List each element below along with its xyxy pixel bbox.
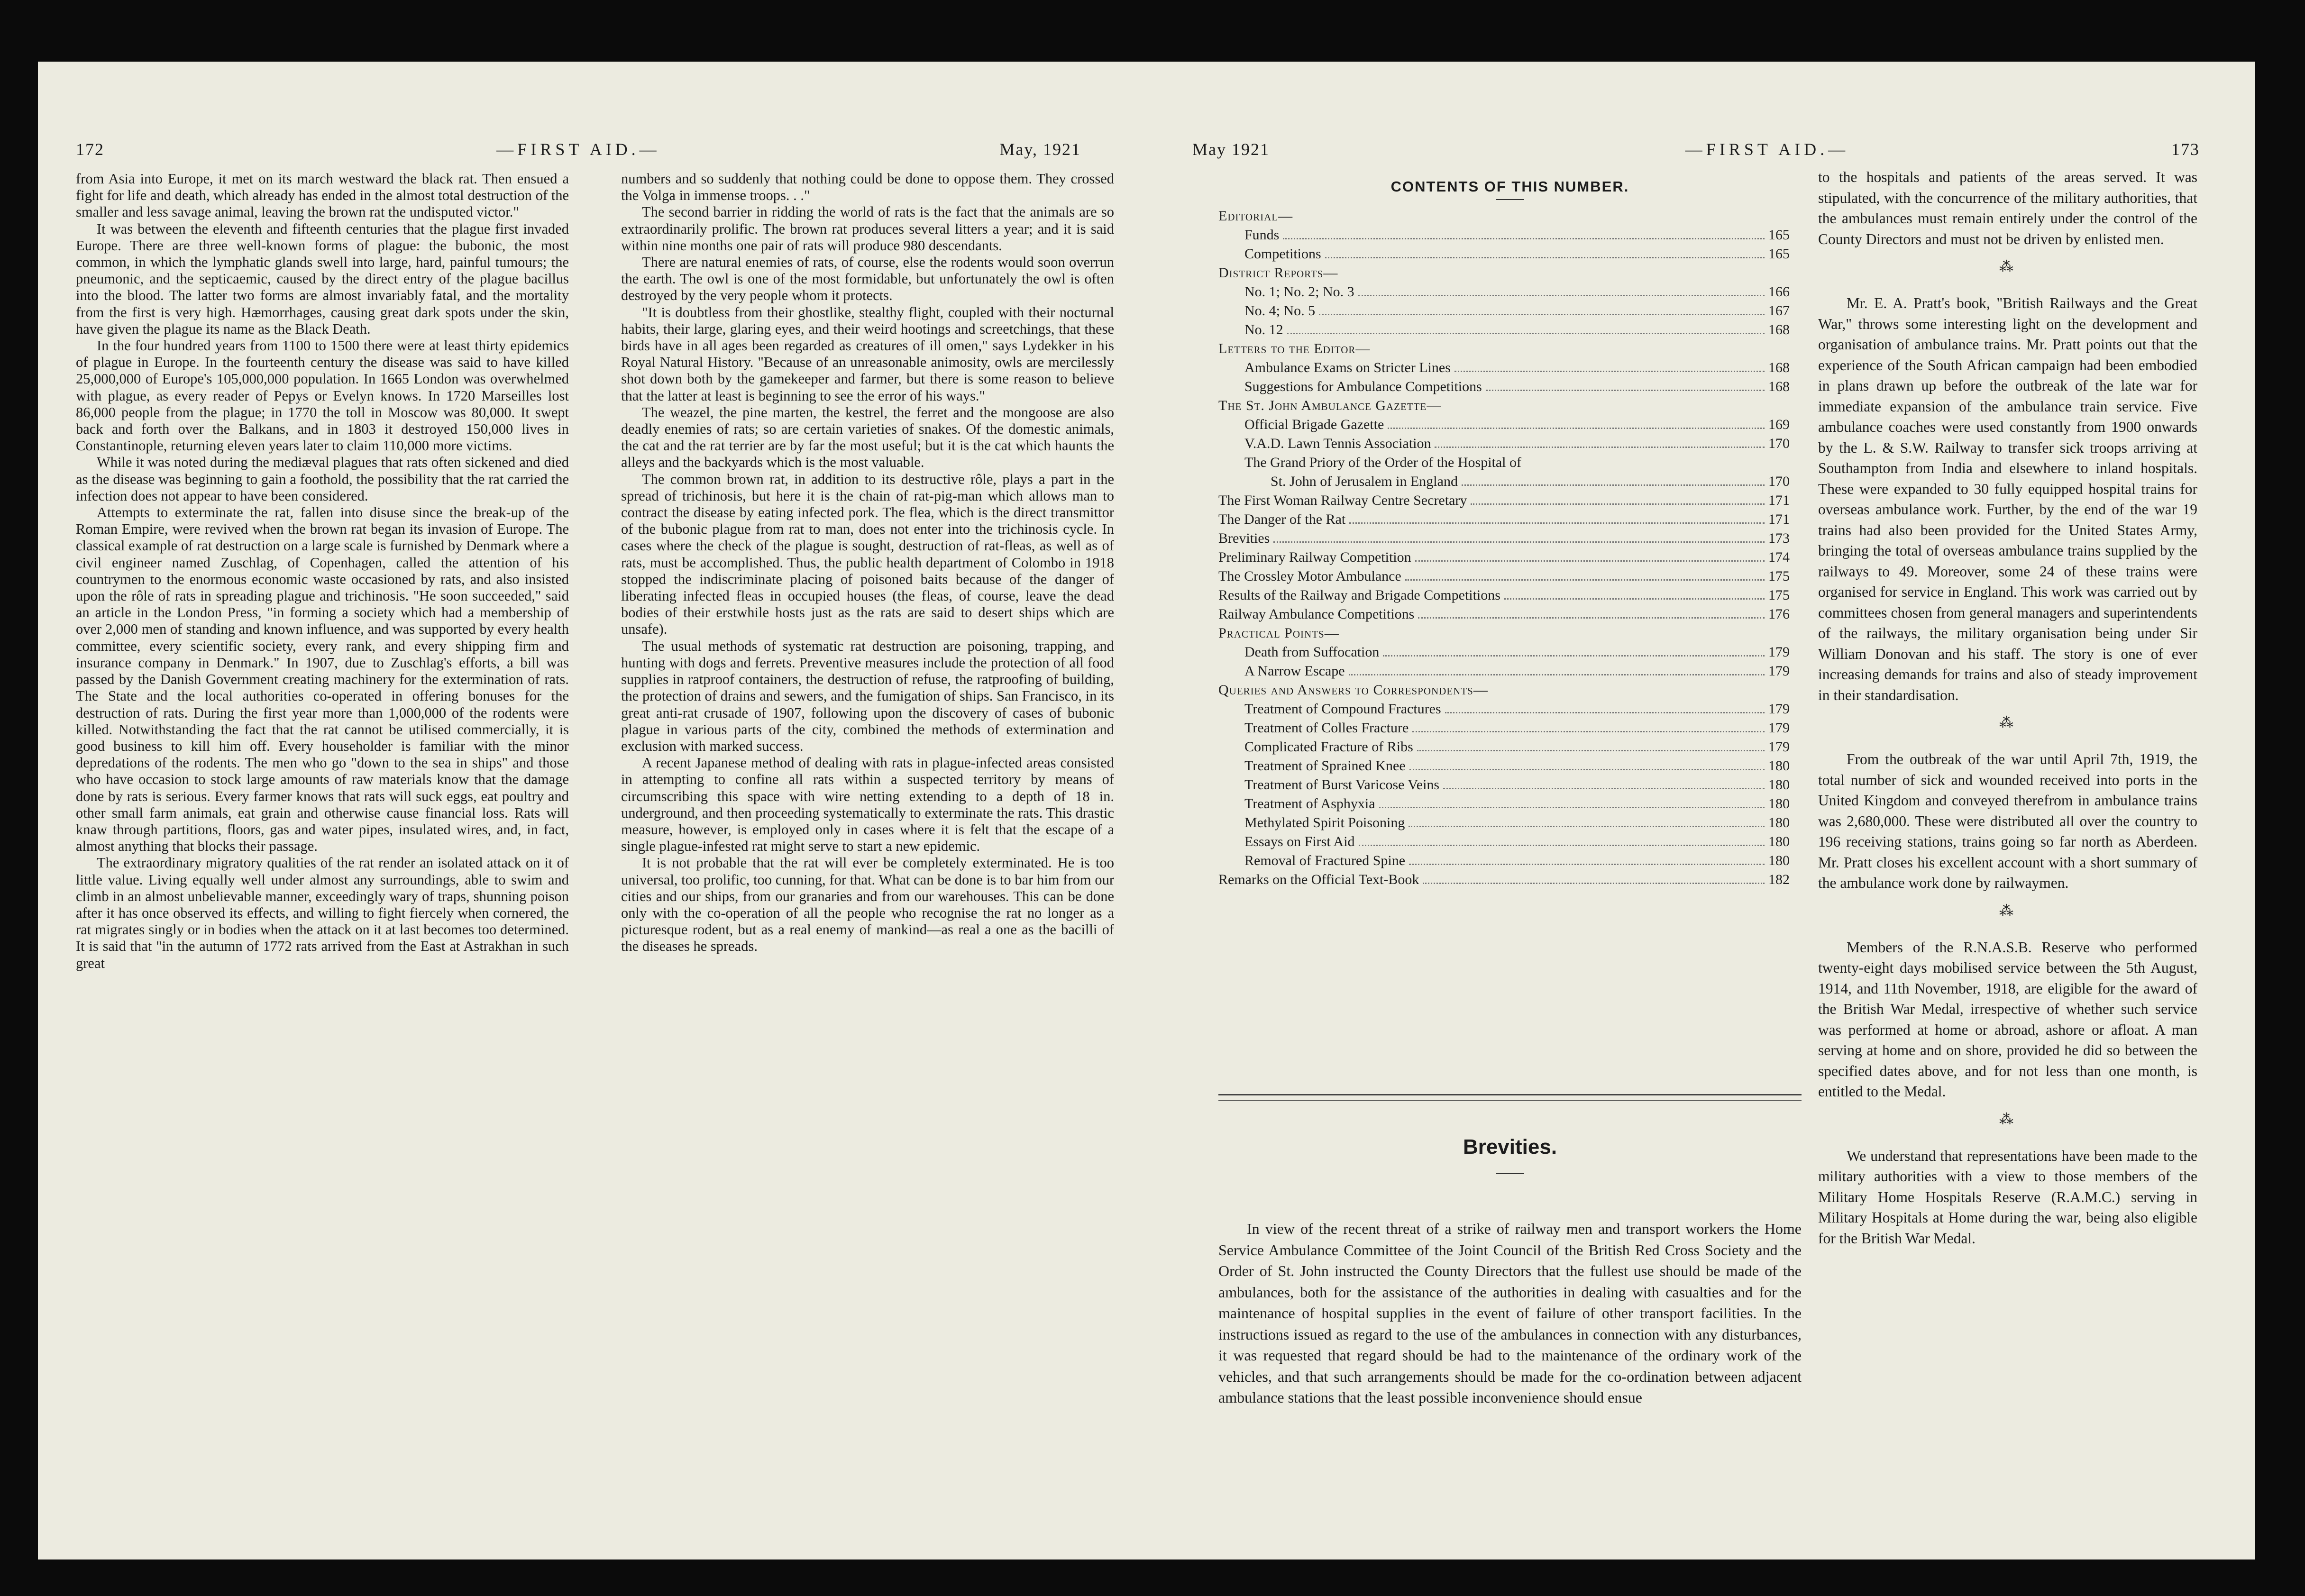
contents-entry-page: 171 xyxy=(1768,511,1790,527)
contents-entry-page: 179 xyxy=(1768,720,1790,736)
contents-leader xyxy=(1443,788,1765,789)
contents-entry-label: Results of the Railway and Brigade Competitions xyxy=(1218,587,1500,603)
contents-leader xyxy=(1379,807,1765,808)
contents-entry xyxy=(1218,643,1802,662)
contents-entry-page: 180 xyxy=(1768,777,1790,793)
brevities-column xyxy=(1818,167,2197,1249)
paragraph: The weazel, the pine marten, the kestrel, the ferret and the mongoose are also deadly enemies of rats; so are certain varieties of snakes. Of the domestic animals, the cat and the rat terrier are by far the most useful; but it is the cat which haunts the alleys and the backyards which is the most valuable. xyxy=(621,404,1114,471)
contents-leader xyxy=(1383,655,1765,657)
paragraph: numbers and so suddenly that nothing could be done to oppose them. They crossed the Volga in immense troops. . ." xyxy=(621,171,1114,204)
contents-entry xyxy=(1218,245,1802,264)
contents-entry-label: A Narrow Escape xyxy=(1244,663,1345,679)
contents-entry-label: Treatment of Asphyxia xyxy=(1244,796,1375,812)
paragraph: The second barrier in ridding the world of rats is the fact that the animals are so extraordinarily prolific. The brown rat produces several litters a year; and it is said within nine months one pair of rats will produce 980 descendants. xyxy=(621,204,1114,254)
table-of-contents xyxy=(1218,171,1802,889)
paragraph: A recent Japanese method of dealing with rats in plague-infected areas consisted in attempting to confine all rats within a suspected territory by means of circumscribing this space with wire netting extending to a depth of 18 in. underground, and then proceeding systematically to exterminate the rats. This drastic measure, however, is employed only in cases where it is felt that the escape of a single plague-infested rat might serve to start a new epidemic. xyxy=(621,755,1114,855)
contents-entry-page: 166 xyxy=(1768,284,1790,300)
contents-entry-label: St. John of Jerusalem in England xyxy=(1271,474,1458,489)
contents-entry-label: Remarks on the Official Text-Book xyxy=(1218,872,1419,887)
contents-entry-label: Preliminary Railway Competition xyxy=(1218,549,1411,565)
section-divider xyxy=(1218,1094,1802,1101)
journal-title-right: —FIRST AID.— xyxy=(1685,140,1849,159)
contents-leader xyxy=(1388,428,1765,429)
contents-leader xyxy=(1358,295,1765,296)
contents-entry xyxy=(1218,567,1802,586)
contents-leader xyxy=(1471,503,1765,505)
contents-entry-page: 180 xyxy=(1768,834,1790,849)
contents-leader xyxy=(1445,712,1765,713)
contents-entry-page: 174 xyxy=(1768,549,1790,565)
paragraph: The extraordinary migratory qualities of the rat render an isolated attack on it of little value. Living equally well under almost any surroundings, able to swim and climb in an almost unbelievable manner, exceedingly wary of traps, shunning poison after it has once observed its effects, and willing to fight fiercely when cornered, the rat migrates singly or in bodies when the attack on it at last becomes too determined. It is said that "in the autumn of 1772 rats arrived from the East at Astrakhan in such great xyxy=(76,855,569,971)
contents-leader xyxy=(1359,845,1765,846)
contents-entry xyxy=(1218,719,1802,738)
contents-leader xyxy=(1418,617,1765,619)
contents-leader xyxy=(1454,371,1765,372)
contents-leader xyxy=(1409,769,1765,770)
asterism-separator: ⁂ xyxy=(1999,715,2016,730)
contents-entry-wrap: The Grand Priory of the Order of the Hospital of xyxy=(1244,455,1522,470)
contents-entry xyxy=(1218,794,1802,813)
contents-entry-page: 179 xyxy=(1768,644,1790,660)
contents-entry-page: 176 xyxy=(1768,606,1790,622)
contents-entry-page: 180 xyxy=(1768,758,1790,774)
brevity-paragraph: Members of the R.N.A.S.B. Reserve who performed twenty-eight days mobilised service between the 5th August, 1914, and 11th November, 1918, are eligible for the award of the British War Medal, irrespective of whether such service was performed at home or abroad, ashore or afloat. A man serving at home and on shore, provided he did so between the specified dates above, and for not less than one month, is entitled to the Medal. xyxy=(1818,939,2197,1100)
contents-entry xyxy=(1218,870,1802,889)
contents-entry xyxy=(1218,605,1802,624)
brevity-paragraph: From the outbreak of the war until April 7th, 1919, the total number of sick and wounded received into ports in the United Kingdom and conveyed therefrom in ambulance trains was 2,680,000. These were distributed all over the country to 196 receiving stations, trains going so far north as Aberdeen. Mr. Pratt closes his excellent account with a short summary of the ambulance work done by railwaymen. xyxy=(1818,751,2197,891)
left-running-head xyxy=(76,133,1081,166)
contents-entry-label: No. 12 xyxy=(1244,322,1283,337)
contents-leader xyxy=(1423,883,1765,884)
contents-entry-label: The Crossley Motor Ambulance xyxy=(1218,568,1401,584)
right-issue-date: May 1921 xyxy=(1192,140,1270,159)
contents-entry-page: 169 xyxy=(1768,417,1790,432)
paragraph: It was between the eleventh and fifteenth centuries that the plague first invaded Europe. There are three well-known forms of plague: the bubonic, the most common, in which the lymphatic glands swell into large, hard, painful tumours; the pneumonic, and the septicaemic, caused by the direct entry of the plague bacillus into the blood. The latter two forms are almost invariably fatal, and the mortality from the first is very high. Hæmorrhages, causing great dark spots under the skin, have given the plague its name as the Black Death. xyxy=(76,220,569,337)
brevity-paragraph: Mr. E. A. Pratt's book, "British Railways and the Great War," throws some interesting light on the development and organisation of ambulance trains. Mr. Pratt points out that the experience of the South African campaign had been embodied in plans drawn up before the outbreak of the late war for immediate expansion of the ambulance train service. Five ambulance coaches were used constantly from 1900 onwards by the L. & S.W. Railway to transfer sick troops arriving at Southampton from India and elsewhere to inland hospitals. These were expanded to 30 fully equipped hospital trains for overseas ambulance work. Further, by the end of the war 19 trains had also been provided for the United States Army, bringing the total of overseas ambulance trains supplied by the railways to 49. Moreover, some 24 of these trains were organised for service in England. This work was carried out by committees chosen from general managers and superintendents of the railways, the military organisation being under Sir William Donovan and his staff. The story is one of ever increasing demands for trains and also of steady improvement in their standardisation. xyxy=(1818,295,2197,703)
contents-entry-page: 170 xyxy=(1768,436,1790,451)
contents-leader xyxy=(1405,579,1765,581)
contents-section: Practical Points— xyxy=(1218,625,1339,641)
article-column-2 xyxy=(621,171,1114,955)
contents-leader xyxy=(1435,447,1765,448)
left-page xyxy=(38,62,1140,1560)
paragraph: There are natural enemies of rats, of course, else the rodents would soon overrun the earth. The owl is one of the most formidable, but unfortunately the owl is often destroyed by the very people whom it protects. xyxy=(621,254,1114,304)
contents-entry-label: Competitions xyxy=(1244,246,1321,262)
contents-leader xyxy=(1283,238,1765,239)
left-page-number: 172 xyxy=(76,140,104,159)
contents-entry-page: 167 xyxy=(1768,303,1790,319)
contents-entry-page: 180 xyxy=(1768,853,1790,868)
contents-entry-page: 182 xyxy=(1768,872,1790,887)
brevities-paragraph: In view of the recent threat of a strike of railway men and transport workers the Home Service Ambulance Committee of the Joint Council of the British Red Cross Society and the Order of St. John instructed the County Directors that the fullest use should be made of the ambulances, both for the assistance of the authorities in dealing with casualties and for the maintenance of hospital supplies in the event of failure of other transport facilities. In the instructions issued as regard to the use of the ambulances in connection with any disturbances, it was requested that regard should be had to the maintenance of the ordinary work of the vehicles, and that such arrangements should be made for the co-ordination between adjacent ambulance stations that the least possible inconvenience should ensue xyxy=(1218,1220,1802,1406)
contents-entry-label: Treatment of Colles Fracture xyxy=(1244,720,1409,736)
contents-entry-page: 175 xyxy=(1768,568,1790,584)
contents-leader xyxy=(1349,522,1765,524)
right-page xyxy=(1138,62,2255,1560)
contents-leader xyxy=(1409,826,1765,827)
contents-entry xyxy=(1218,415,1802,434)
contents-entry-page: 175 xyxy=(1768,587,1790,603)
contents-section: Queries and Answers to Correspondents— xyxy=(1218,682,1488,698)
contents-entry xyxy=(1218,662,1802,681)
contents-entry xyxy=(1218,738,1802,757)
contents-entry xyxy=(1218,472,1802,491)
paragraph: "It is doubtless from their ghostlike, stealthy flight, coupled with their nocturnal habits, their large, glaring eyes, and their weird hootings and screetchings, that these birds have in all ages been regarded as creatures of ill omen," says Lydekker in his Royal Natural History. "Because of an unreasonable animosity, owls are mercilessly shot down both by the gamekeeper and farmer, but there is some reason to believe that the latter at least is beginning to see the error of his ways." xyxy=(621,304,1114,404)
contents-entry-label: Essays on First Aid xyxy=(1244,834,1355,849)
contents-entry-page: 168 xyxy=(1768,322,1790,337)
contents-entry xyxy=(1218,358,1802,377)
brevity-paragraph: We understand that representations have been made to the military authorities with a view to those members of the Military Home Hospitals Reserve (R.A.M.C.) serving in Military Hospitals at Home during the war, being also eligible for the British War Medal. xyxy=(1818,1147,2197,1247)
contents-entry xyxy=(1218,510,1802,529)
contents-leader xyxy=(1287,333,1765,334)
paragraph: The common brown rat, in addition to its destructive rôle, plays a part in the spread of trichinosis, but here it is the chain of rat-pig-man which allows man to contract the disease by eating infected pork. The flea, which is the direct transmittor of the bubonic plague from rat to man, does not enter into the trichinosis cycle. In cases where the check of the plague is sought, destruction of rat-fleas, as well as of rats, must be accomplished. Thus, the public health department of Colombo in 1918 stopped the indiscriminate placing of poisoned baits because of the danger of liberating infected fleas in occupied houses (the fleas, of course, leave the dead bodies of their erstwhile hosts just as the rats are said to desert ships which are unsafe). xyxy=(621,471,1114,638)
contents-entry-label: Ambulance Exams on Stricter Lines xyxy=(1244,360,1451,375)
contents-entry-label: Funds xyxy=(1244,227,1280,243)
contents-entry xyxy=(1218,548,1802,567)
contents-entry xyxy=(1218,832,1802,851)
contents-title: CONTENTS OF THIS NUMBER. xyxy=(1390,178,1629,195)
issue-date: May, 1921 xyxy=(999,140,1081,159)
contents-section: The St. John Ambulance Gazette— xyxy=(1218,398,1442,413)
contents-leader xyxy=(1319,314,1765,315)
contents-leader xyxy=(1504,598,1765,600)
contents-entry-label: Complicated Fracture of Ribs xyxy=(1244,739,1413,755)
contents-entry-page: 180 xyxy=(1768,796,1790,812)
contents-entry-page: 165 xyxy=(1768,246,1790,262)
contents-entry-label: Suggestions for Ambulance Competitions xyxy=(1244,379,1482,394)
paragraph: from Asia into Europe, it met on its march westward the black rat. Then ensued a fight for life and death, which already has ended in the almost total destruction of the smaller and less savage animal, leaving the brown rat the undisputed victor." xyxy=(76,171,569,220)
right-running-head xyxy=(1192,133,2200,166)
article-column-1 xyxy=(76,171,569,972)
contents-leader xyxy=(1349,674,1765,675)
contents-entry-page: 170 xyxy=(1768,474,1790,489)
contents-entry-page: 168 xyxy=(1768,360,1790,375)
contents-entry-label: No. 4; No. 5 xyxy=(1244,303,1316,319)
contents-rule xyxy=(1496,199,1524,200)
contents-entry-label: Brevities xyxy=(1218,530,1270,546)
contents-entry xyxy=(1218,851,1802,870)
contents-entry xyxy=(1218,301,1802,320)
journal-title: —FIRST AID.— xyxy=(496,140,660,159)
contents-entry xyxy=(1218,700,1802,719)
contents-entry-page: 165 xyxy=(1768,227,1790,243)
contents-entry-label: The First Woman Railway Centre Secretary xyxy=(1218,492,1467,508)
contents-entry xyxy=(1218,813,1802,832)
contents-leader xyxy=(1412,731,1765,732)
contents-entry xyxy=(1218,586,1802,605)
contents-entry xyxy=(1218,283,1802,301)
contents-entry-page: 173 xyxy=(1768,530,1790,546)
contents-entry-label: Treatment of Sprained Knee xyxy=(1244,758,1406,774)
contents-entry xyxy=(1218,320,1802,339)
contents-entry-label: Treatment of Burst Varicose Veins xyxy=(1244,777,1440,793)
contents-entry xyxy=(1218,491,1802,510)
contents-entry xyxy=(1218,529,1802,548)
brevities-rule xyxy=(1496,1173,1524,1174)
paragraph: Attempts to exterminate the rat, fallen into disuse since the break-up of the Roman Empire, were revived when the brown rat began its invasion of Europe. The classical example of rat destruction on a large scale is furnished by Denmark where a civil engineer named Zuschlag, of Copenhagen, called the attention of his countrymen to the enormous economic waste occasioned by rats, and also insisted upon the rôle of rats in spreading plague and trichinosis. "He soon succeeded," said an article in the London Press, "in forming a society which had a membership of over 2,000 men of standing and known influence, and was supported by every health committee, every scientific society, every rank, and every shipping firm and insurance company in Denmark." In 1907, due to Zuschlag's efforts, a bill was passed by the Danish Government creating machinery for the extermination of rats. The State and the local authorities co-operated in offering bonuses for the destruction of rats. During the first year more than 1,000,000 of the rodents were killed. Notwithstanding the fact that the rat cannot be utilised commercially, it is good business to kill him off. Every householder is familiar with the minor depredations of the rodents. The men who go "down to the sea in ships" and those who have occasion to stock large amounts of raw materials know that the damage done by rats is serious. Every farmer knows that rats will suck eggs, eat poultry and other small farm animals, eat grain and otherwise cause financial loss. Rats will knaw through partitions, floors, gas and water pipes, insulated wires, and, in fact, almost anything that blocks their passage. xyxy=(76,504,569,855)
asterism-separator: ⁂ xyxy=(1999,903,2016,919)
contents-leader xyxy=(1409,864,1765,865)
contents-entry-page: 171 xyxy=(1768,492,1790,508)
contents-entry-label: Methylated Spirit Poisoning xyxy=(1244,815,1405,830)
contents-entry-page: 179 xyxy=(1768,701,1790,717)
asterism-separator: ⁂ xyxy=(1999,1111,2016,1127)
brevities-heading: Brevities. xyxy=(1463,1135,1557,1158)
paragraph: The usual methods of systematic rat destruction are poisoning, trapping, and hunting with dogs and ferrets. Preventive measures include the protection of all food supplies in ratproof containers, the destruction of refuse, the ratproofing of building, the protection of drains and sewers, and the fumigation of ships. San Francisco, in its great anti-rat crusade of 1907, following upon the discovery of cases of bubonic plague in various parts of the city, combined the methods of extermination and exclusion with marked success. xyxy=(621,638,1114,754)
contents-leader xyxy=(1486,390,1765,391)
contents-list xyxy=(1218,207,1802,889)
contents-section: Letters to the Editor— xyxy=(1218,341,1371,356)
contents-leader xyxy=(1273,541,1765,543)
contents-leader xyxy=(1415,560,1765,562)
brevity-paragraph: to the hospitals and patients of the areas served. It was stipulated, with the concurrence of the military authorities, that the ambulances must remain entirely under the control of the County Directors and must not be driven by enlisted men. xyxy=(1818,169,2197,247)
contents-entry-page: 180 xyxy=(1768,815,1790,830)
contents-entry-page: 168 xyxy=(1768,379,1790,394)
contents-leader xyxy=(1325,257,1765,258)
brevities-first-item xyxy=(1218,1218,1802,1408)
paragraph: It is not probable that the rat will ever be completely exterminated. He is too universal, too prolific, too cunning, for that. What can be done is to bar him from our cities and our ships, from our granaries and from our warehouses. This can be done only with the co-operation of all the people who recognise the rat no longer as a picturesque rodent, but as a real enemy of mankind—as real a one as the bacilli of the diseases he spreads. xyxy=(621,855,1114,955)
contents-entry-page: 179 xyxy=(1768,739,1790,755)
contents-entry-label: V.A.D. Lawn Tennis Association xyxy=(1244,436,1431,451)
contents-leader xyxy=(1417,750,1765,751)
contents-leader xyxy=(1462,484,1765,486)
contents-entry-label: Railway Ambulance Competitions xyxy=(1218,606,1415,622)
paragraph: While it was noted during the mediæval plagues that rats often sickened and died as the disease was beginning to gain a foothold, the possibility that the rat carried the infection does not appear to have been considered. xyxy=(76,454,569,504)
right-page-number: 173 xyxy=(2171,140,2200,159)
paragraph: In the four hundred years from 1100 to 1500 there were at least thirty epidemics of plague in Europe. In the fourteenth century the disease was said to have killed 25,000,000 of Europe's 105,000,000 population. In 1665 London was overwhelmed with plague, as every reader of Pepys or Evelyn knows. In 1720 Marseilles lost 86,000 people from the plague; in 1770 the toll in Moscow was 80,000. It swept back and forth over the Balkans, and in 1803 it destroyed 150,000 lives in Constantinople, returning eleven years later to claim 110,000 more victims. xyxy=(76,337,569,454)
contents-entry-label: Treatment of Compound Fractures xyxy=(1244,701,1441,717)
contents-entry-label: Removal of Fractured Spine xyxy=(1244,853,1406,868)
contents-entry-label: No. 1; No. 2; No. 3 xyxy=(1244,284,1354,300)
contents-entry-label: Official Brigade Gazette xyxy=(1244,417,1384,432)
contents-section: Editorial— xyxy=(1218,208,1293,224)
contents-entry-page: 179 xyxy=(1768,663,1790,679)
contents-section: District Reports— xyxy=(1218,265,1338,281)
contents-entry xyxy=(1218,757,1802,775)
contents-entry xyxy=(1218,377,1802,396)
contents-entry xyxy=(1218,226,1802,245)
contents-entry-label: The Danger of the Rat xyxy=(1218,511,1346,527)
contents-entry-label: Death from Suffocation xyxy=(1244,644,1380,660)
contents-entry xyxy=(1218,434,1802,453)
contents-entry xyxy=(1218,775,1802,794)
asterism-separator: ⁂ xyxy=(1999,259,2016,274)
